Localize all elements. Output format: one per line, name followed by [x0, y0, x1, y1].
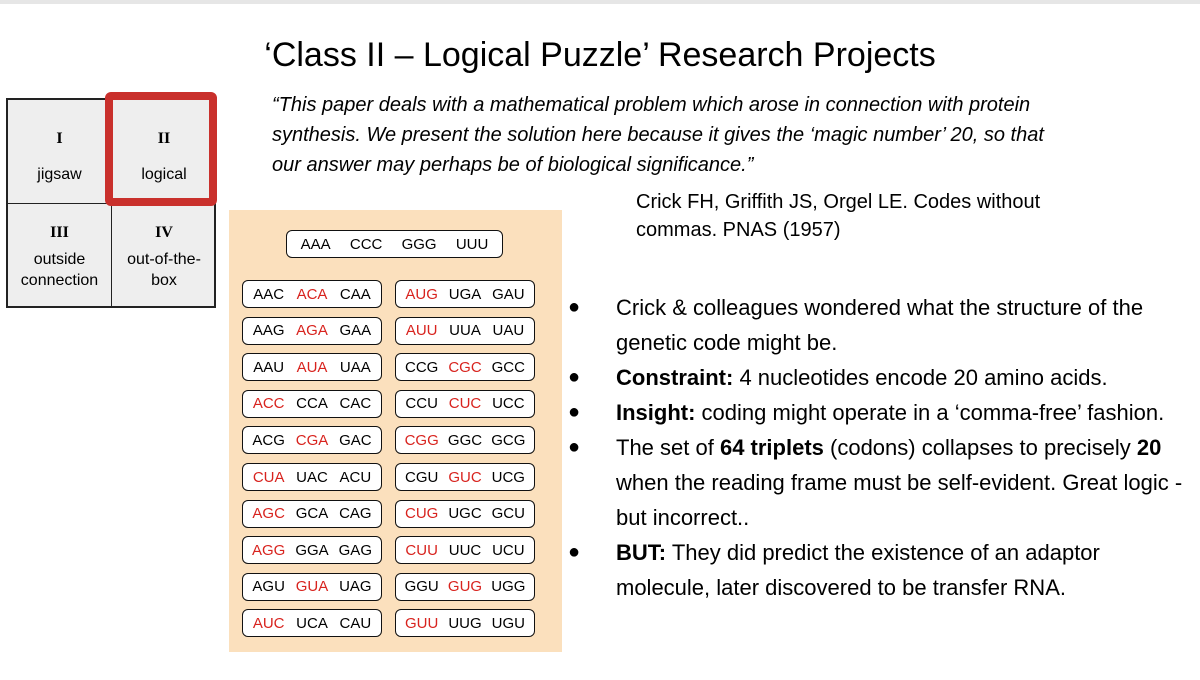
codon-text: UUC	[448, 541, 482, 559]
codon-text: CAU	[339, 614, 372, 632]
grid-label-line: connection	[20, 272, 99, 289]
codon-text: UAC	[296, 468, 328, 486]
bullet-item	[568, 430, 1193, 535]
codon-text: AGC	[252, 505, 285, 523]
codon-text: UAA	[339, 358, 371, 376]
codon-text: GCU	[491, 505, 525, 523]
quote-block	[272, 90, 1192, 180]
grid-label	[8, 249, 111, 291]
codon-pill	[242, 317, 382, 345]
codon-text: CCU	[405, 395, 438, 413]
codon-text: CGG	[404, 431, 439, 449]
grid-cell-jigsaw	[8, 100, 112, 204]
grid-numeral: I	[56, 130, 63, 147]
codon-text: CAA	[339, 285, 371, 303]
codon-text: GGU	[404, 578, 439, 596]
bullet-item	[568, 360, 1193, 395]
bullet-item	[568, 535, 1193, 605]
codon-text: GCC	[491, 358, 525, 376]
quote-line: our answer may perhaps be of biological significance.”	[272, 154, 754, 176]
grid-numeral: IV	[155, 224, 173, 241]
codon-text: GUA	[295, 578, 329, 596]
codon-text: UCG	[491, 468, 525, 486]
slide-title: ‘Class II – Logical Puzzle’ Research Projects	[264, 36, 936, 74]
codon-pill	[242, 353, 382, 381]
bullet-item	[568, 395, 1193, 430]
codon-text: UAU	[492, 322, 525, 340]
citation-line: commas. PNAS (1957)	[636, 219, 841, 241]
bullet-text: Crick & colleagues wondered what the structure of the genetic code might be.	[616, 295, 1144, 355]
codon-text: CCA	[296, 395, 328, 413]
grid-cell-outside-connection	[8, 204, 112, 308]
codon-text: GAG	[338, 541, 372, 559]
codon-text: ACC	[252, 395, 285, 413]
codon-text: GUU	[404, 614, 439, 632]
codon-text: UCU	[492, 541, 525, 559]
codon-text: CAC	[339, 395, 372, 413]
codon-pill	[395, 280, 535, 308]
codon-text: UUG	[448, 614, 482, 632]
codon-pill	[395, 317, 535, 345]
codon-pill	[395, 573, 535, 601]
codon-pill	[395, 390, 535, 418]
codon-text: CUC	[448, 395, 482, 413]
codon-text: GAA	[339, 322, 372, 340]
codon-text: GCA	[295, 505, 329, 523]
codon-text: ACU	[339, 468, 372, 486]
codon-text: CCC	[349, 235, 383, 253]
codon-pill	[242, 609, 382, 637]
quote-line: “This paper deals with a mathematical problem which arose in connection with protein	[272, 94, 1031, 116]
codon-text: CUU	[405, 541, 438, 559]
bullet-text: They did predict the existence of an adaptor molecule, later discovered to be transfer RNA.	[616, 540, 1100, 600]
codon-pill-top	[286, 230, 503, 258]
grid-numeral: II	[157, 130, 171, 147]
bullet-bold: Insight:	[616, 400, 696, 425]
codon-text: UGC	[448, 505, 482, 523]
codon-text: GGC	[447, 431, 483, 449]
codon-text: AGU	[252, 578, 285, 596]
codon-pill	[395, 426, 535, 454]
bullet-item	[568, 290, 1193, 360]
codon-text: UGG	[491, 578, 526, 596]
codon-pill	[395, 353, 535, 381]
codon-text: CGA	[295, 431, 329, 449]
codon-text: AAC	[253, 285, 285, 303]
codon-text: ACA	[296, 285, 328, 303]
grid-numeral: III	[50, 224, 69, 241]
codon-text: CUA	[252, 468, 285, 486]
codon-text: CCG	[404, 358, 439, 376]
codon-text: GUG	[447, 578, 483, 596]
codon-pill	[242, 280, 382, 308]
bullet-text: coding might operate in a ‘comma-free’ fashion.	[695, 400, 1165, 425]
bullet-bold: BUT:	[616, 540, 667, 565]
codon-pill	[242, 500, 382, 528]
codon-text: GCG	[491, 431, 526, 449]
codon-text: GAC	[339, 431, 372, 449]
codon-text: UCA	[296, 614, 328, 632]
top-border	[0, 0, 1200, 4]
codon-text: ACG	[252, 431, 285, 449]
grid-label	[112, 249, 216, 291]
codon-text: GUC	[448, 468, 482, 486]
codon-text: CAG	[339, 505, 372, 523]
codon-text: UCC	[492, 395, 525, 413]
codon-text: AUC	[252, 614, 285, 632]
codon-pill	[242, 536, 382, 564]
codon-text: AAU	[253, 358, 285, 376]
codon-text: UAG	[339, 578, 372, 596]
codon-text: CGC	[448, 358, 482, 376]
bullet-text: The set of	[616, 435, 720, 460]
codon-text: AUA	[296, 358, 328, 376]
codon-pill	[242, 426, 382, 454]
bullet-text: (codons) collapses to precisely	[823, 435, 1137, 460]
bullet-dot: ●	[568, 436, 581, 458]
codon-pill	[395, 536, 535, 564]
grid-label-line: box	[151, 272, 177, 289]
grid-label-line: outside	[33, 251, 86, 268]
codon-text: AUG	[405, 285, 438, 303]
codon-text: AGG	[251, 541, 286, 559]
codon-pill	[242, 573, 382, 601]
codon-panel	[229, 210, 562, 652]
codon-text: UUA	[449, 322, 481, 340]
bullet-dot: ●	[568, 366, 581, 388]
codon-text: AAA	[300, 235, 331, 253]
codon-pill	[395, 463, 535, 491]
grid-cell-out-of-the-box	[112, 204, 216, 308]
quote-line: synthesis. We present the solution here because it gives the ‘magic number’ 20, so that	[272, 124, 1044, 146]
codon-pill	[242, 390, 382, 418]
codon-text: UGU	[491, 614, 525, 632]
codon-pill	[395, 500, 535, 528]
codon-pill	[242, 463, 382, 491]
bullet-bold: 64 triplets	[719, 435, 824, 460]
bullet-bold: 20	[1136, 435, 1162, 460]
bullet-text: when the reading frame must be self-evident. Great logic - but incorrect..	[616, 470, 1183, 530]
codon-text: GGA	[295, 541, 329, 559]
bullet-dot: ●	[568, 296, 581, 318]
codon-text: UGA	[448, 285, 482, 303]
codon-text: CUG	[404, 505, 439, 523]
logical-highlight-frame	[105, 92, 217, 206]
grid-label-line: out-of-the-	[127, 251, 201, 268]
codon-text: AAG	[252, 322, 285, 340]
codon-text: AUU	[405, 322, 438, 340]
grid-label: jigsaw	[37, 166, 82, 183]
citation-line: Crick FH, Griffith JS, Orgel LE. Codes without	[636, 191, 1041, 213]
bullet-list	[568, 290, 1193, 605]
codon-text: GAU	[492, 285, 525, 303]
bullet-bold: Constraint:	[616, 365, 734, 390]
codon-text: UUU	[455, 235, 489, 253]
codon-text: GGG	[401, 235, 437, 253]
bullet-dot: ●	[568, 401, 581, 423]
bullet-dot: ●	[568, 541, 581, 563]
codon-text: CGU	[404, 468, 439, 486]
codon-pill	[395, 609, 535, 637]
grid-label: logical	[141, 166, 187, 183]
citation	[636, 188, 1156, 244]
codon-text: AGA	[296, 322, 328, 340]
bullet-text: 4 nucleotides encode 20 amino acids.	[733, 365, 1108, 390]
